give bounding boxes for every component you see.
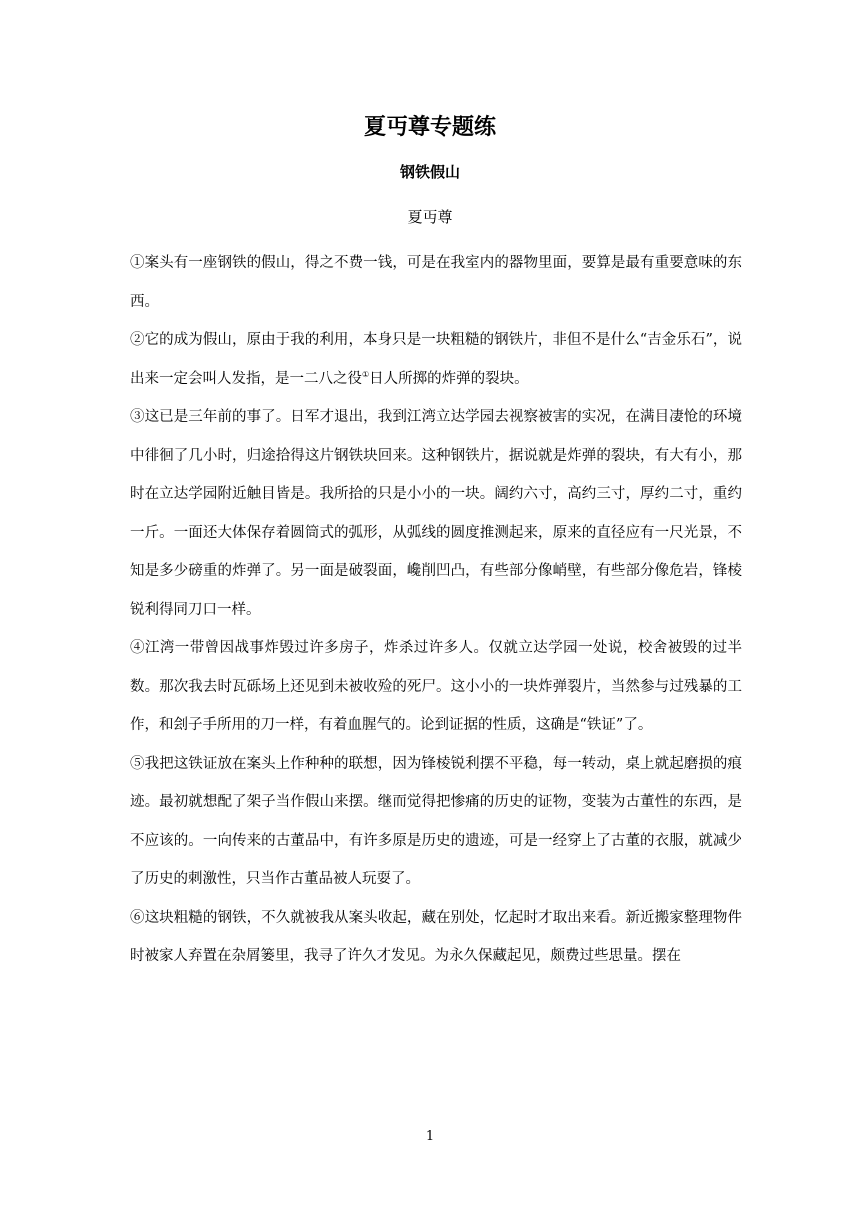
paragraph-3: ③这已是三年前的事了。日军才退出，我到江湾立达学园去视察被害的实况，在满目凄怆的环境中徘徊了几小时，归途拾得这片钢铁块回来。这种钢铁片，据说就是炸弹的裂块，有大有小，那时在立达学园附近触目皆是。我所拾的只是小小的一块。阔约六寸，高约三寸，厚约二寸，重约一斤。一面还大体保存着圆筒式的弧形，从弧线的圆度推测起来，原来的直径应有一尺光景，不知是多少磅重的炸弹了。另一面是破裂面，巉削凹凸，有些部分像峭壁，有些部分像危岩，锋棱锐利得同刀口一样。 — [130, 409, 742, 618]
paragraph-4: ④江湾一带曾因战事炸毁过许多房子，炸杀过许多人。仅就立达学园一处说，校舍被毁的过半数。那次我去时瓦砾场上还见到未被收殓的死尸。这小小的一块炸弹裂片，当然参与过残暴的工作，和刽子手所用的刀一样，有着血腥气的。论到证据的性质，这确是“铁证”了。 — [130, 640, 742, 733]
paragraph-2-text-before: ②它的成为假山，原由于我的利用，本身只是一块粗糙的钢铁片，非但不是什么“吉金乐石”，说出来一定会叫人发指，是一二八之役 — [130, 332, 742, 387]
paragraph-6: ⑥这块粗糙的钢铁，不久就被我从案头收起，藏在别处，忆起时才取出来看。新近搬家整理物件时被家人弃置在杂屑篓里，我寻了许久才发见。为永久保藏起见，颇费过些思量。摆在 — [130, 909, 742, 964]
footnote-marker[interactable]: ① — [362, 369, 370, 379]
article-title: 钢铁假山 — [399, 163, 460, 181]
paragraph-1: ①案头有一座钢铁的假山，得之不费一钱，可是在我室内的器物里面，要算是最有重要意味的东西。 — [130, 255, 742, 310]
author-name: 夏丏尊 — [407, 208, 453, 226]
paragraph-2-text-after: 日人所掷的炸弹的裂块。 — [369, 370, 529, 387]
page-number: 1 — [425, 1129, 435, 1144]
paragraph-2 — [130, 321, 742, 398]
article-body — [130, 244, 742, 976]
paragraph-5: ⑤我把这铁证放在案头上作种种的联想，因为锋棱锐利摆不平稳，每一转动，桌上就起磨损的痕迹。最初就想配了架子当作假山来摆。继而觉得把惨痛的历史的证物，变装为古董性的东西，是不应该的。一向传来的古董品中，有许多原是历史的遗迹，可是一经穿上了古董的衣服，就减少了历史的刺激性，只当作古董品被人玩耍了。 — [130, 755, 742, 887]
document-title: 夏丏尊专题练 — [363, 115, 496, 140]
